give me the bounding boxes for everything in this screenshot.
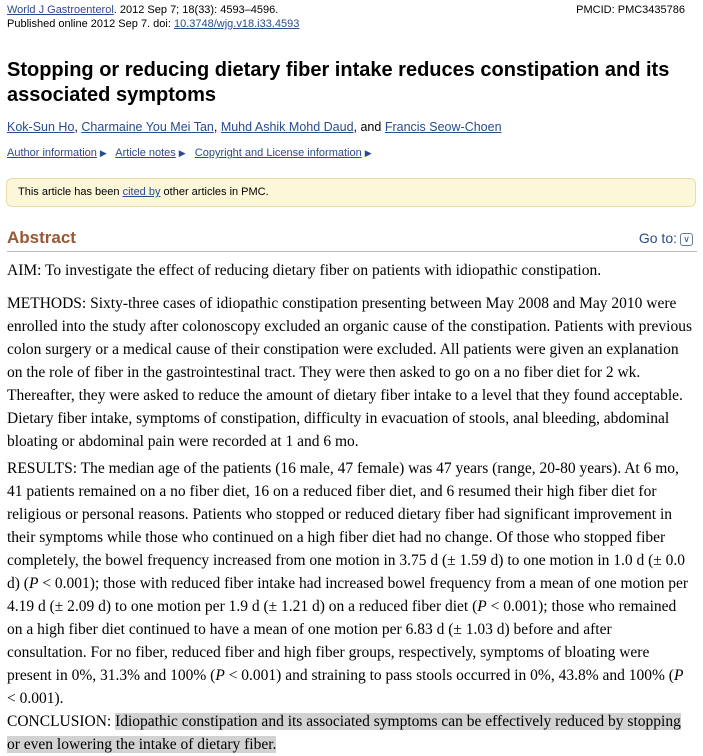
triangle-right-icon: ▶ [364,148,372,158]
author-list [7,119,502,135]
cited-prefix: This article has been [18,186,123,198]
p-value-symbol: P [215,667,225,684]
methods-text: Sixty-three cases of idiopathic constipation presenting between May 2008 and May 2010 were enrolled into the study after colonoscopy excluded an organic cause of the constipation. Patients with previous colon surgery or a medical cause of their constipation were excluded. All patients were given an explanation on the role of fiber in the gastrointestinal tract. They were then asked to go on a no fiber diet for 2 wk. Thereafter, they were asked to reduce the amount of dietary fiber intake to a level that they found acceptable. Dietary fiber intake, symptoms of constipation, difficulty in evacuation of stools, anal bleeding, abdominal bloating or abdominal pain were recorded at 1 and 6 mo. [7,295,692,450]
results-text-2: < 0.001); those with reduced fiber intake had increased bowel frequency from a mean of one motion per 4.19 d (± 2.09 d) to one motion per 1.9 d (± 1.21 d) on a reduced fiber diet ( [7,575,689,615]
pmcid: PMCID: PMC3435786 [576,4,685,16]
copyright-license-toggle[interactable] [195,147,372,159]
author-link[interactable]: Muhd Ashik Mohd Daud [220,120,354,134]
results-text-5: < 0.001). [7,690,64,707]
author-link[interactable]: Francis Seow-Choen [384,120,502,134]
article-notes-toggle[interactable] [115,147,185,159]
triangle-right-icon: ▶ [178,148,186,158]
chevron-down-icon[interactable]: ∨ [680,233,693,246]
p-value-symbol: P [477,598,487,615]
conclusion-label: CONCLUSION: [7,713,116,730]
author-information-label: Author information [7,147,97,159]
author-and: , and [353,120,385,134]
section-divider [7,251,697,252]
goto-label: Go to: [638,230,677,246]
abstract-heading: Abstract [7,228,76,247]
cited-by-link[interactable]: cited by [122,186,161,198]
abstract-results [7,457,695,710]
author-link[interactable]: Kok-Sun Ho [7,120,75,134]
results-text-1: The median age of the patients (16 male, 47 female) was 47 years (range, 20-80 years). At 6 mo, 41 patients remained on a no fiber diet, 16 on a reduced fiber diet, and 6 resumed their high fiber diet for religious or personal reasons. Patients who stopped or reduced dietary fiber had significant improvement in their symptoms while those who continued on a high fiber diet had no change. Of those who stopped fiber completely, the bowel frequency increased from one motion in 3.75 d (± 1.59 d) to one motion in 1.0 d (± 0.0 d) ( [7,460,686,592]
aim-label: AIM: [7,262,46,279]
conclusion-text-highlighted: Idiopathic constipation and its associated symptoms can be effectively reduced by stopping or even lowering the intake of dietary fiber. [7,713,681,753]
author-separator: , [213,120,221,134]
citation-details: . 2012 Sep 7; 18(33): 4593–4596. [113,4,279,16]
author-information-toggle[interactable] [7,147,107,159]
article-title: Stopping or reducing dietary fiber intake reduces constipation and its associated symptoms [7,59,670,106]
cited-by-notice [6,178,696,207]
results-label: RESULTS: [7,460,81,477]
triangle-right-icon: ▶ [99,148,107,158]
author-link[interactable]: Charmaine You Mei Tan [81,120,214,134]
abstract-methods [7,292,695,453]
article-info-links [7,146,378,160]
author-separator: , [74,120,82,134]
aim-text: To investigate the effect of reducing dietary fiber on patients with idiopathic constipation. [45,262,602,279]
results-text-3: < 0.001); those who remained on a high fiber diet continued to have a mean of one motion per 6.83 d (± 1.03 d) before and after consultation. For no fiber, reduced fiber and high fiber groups, respectively, symptoms of bloating were present in 0%, 31.3% and 100% ( [7,598,677,684]
abstract-conclusion [7,710,695,756]
cited-suffix: other articles in PMC. [160,186,269,198]
doi-link[interactable]: 10.3748/wjg.v18.i33.4593 [173,18,300,30]
p-value-symbol: P [28,575,39,592]
results-text-4: < 0.001) and straining to pass stools occurred in 0%, 43.8% and 100% ( [224,667,674,684]
abstract-aim [7,259,695,282]
copyright-license-label: Copyright and License information [194,147,362,159]
p-value-symbol: P [673,667,684,684]
methods-label: METHODS: [7,295,91,312]
published-online: Published online 2012 Sep 7. doi: [7,18,174,30]
journal-link[interactable]: World J Gastroenterol [7,4,114,16]
article-notes-label: Article notes [115,147,176,159]
goto-menu[interactable] [639,229,693,247]
